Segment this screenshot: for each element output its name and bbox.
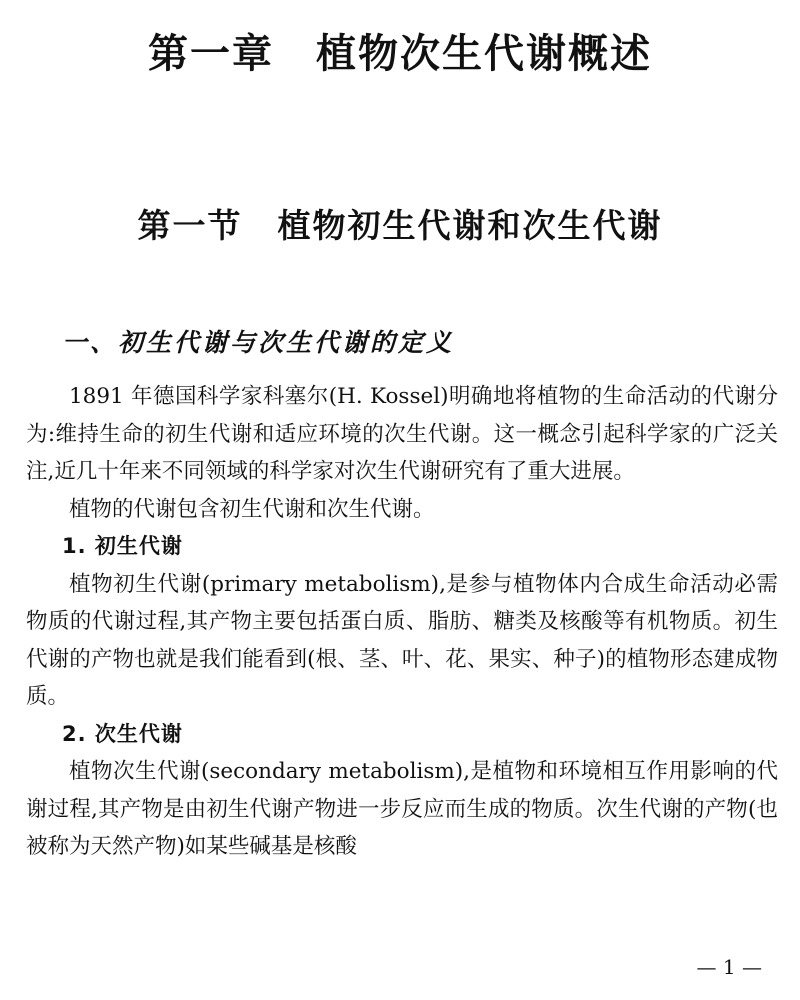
paragraph-secondary-metabolism: 植物次生代谢(secondary metabolism),是植物和环境相互作用影响的代谢过程,其产物是由初生代谢产物进一步反应而生成的物质。次生代谢的产物(也被称为天然产物)如某些碱基是核酸 <box>26 759 778 859</box>
heading-primary-metabolism: 1. 初生代谢 <box>62 534 183 558</box>
chapter-title: 第一章 植物次生代谢概述 <box>148 31 652 77</box>
page-number: — 1 — <box>696 955 762 979</box>
paragraph-primary-metabolism: 植物初生代谢(primary metabolism),是参与植物体内合成生命活动必需物质的代谢过程,其产物主要包括蛋白质、脂肪、糖类及核酸等有机物质。初生代谢的产物也就是我们能看到(根、茎、叶、花、果实、种子)的植物形态建成物质。 <box>26 571 778 709</box>
paragraph-metabolism-types: 植物的代谢包含初生代谢和次生代谢。 <box>69 496 435 522</box>
body-text <box>26 378 778 866</box>
section-title: 第一节 植物初生代谢和次生代谢 <box>137 206 663 245</box>
subsection-heading: 一、初生代谢与次生代谢的定义 <box>62 328 455 357</box>
heading-secondary-metabolism: 2. 次生代谢 <box>62 721 183 746</box>
paragraph-kossel: 1891 年德国科学家科塞尔(H. Kossel)明确地将植物的生命活动的代谢分为:维持生命的初生代谢和适应环境的次生代谢。这一概念引起科学家的广泛关注,近几十年来不同领域的科学家对次生代谢研究有了重大进展。 <box>26 384 778 484</box>
